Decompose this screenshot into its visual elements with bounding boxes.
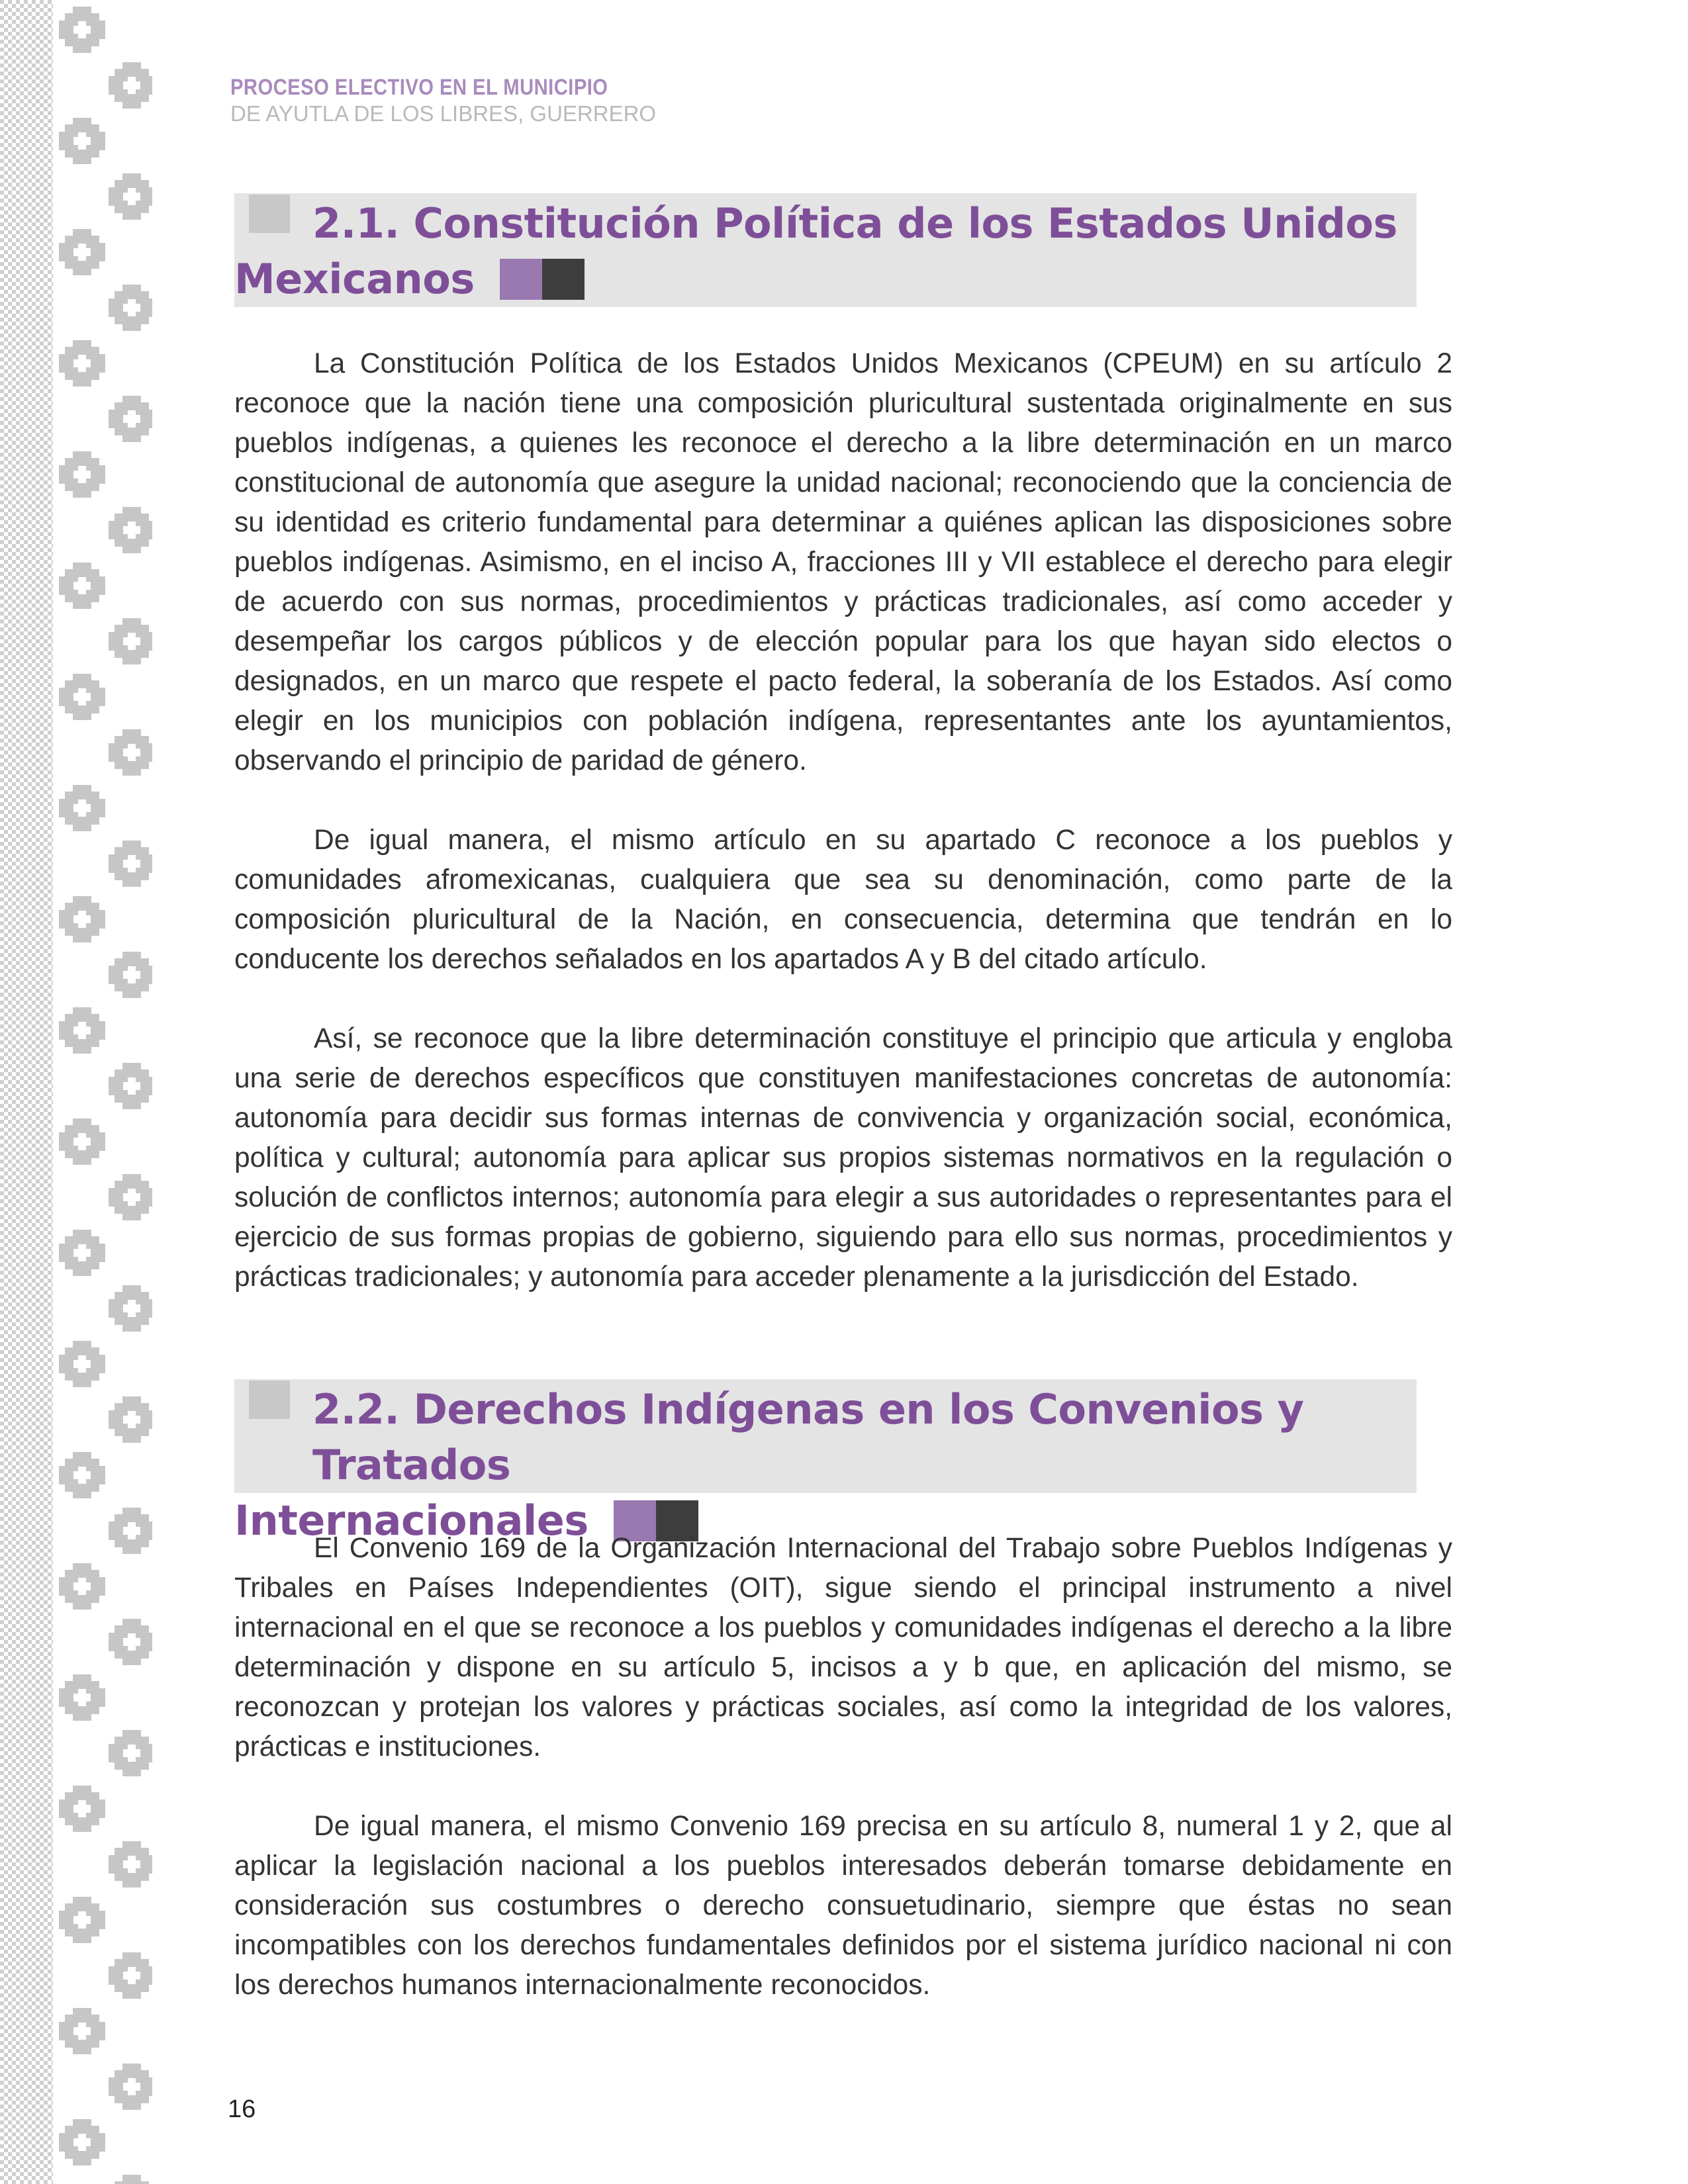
decorative-border-pattern (0, 0, 152, 2184)
section-heading-box (234, 193, 1417, 307)
paragraph: El Convenio 169 de la Organización Internacional del Trabajo sobre Pueblos Indígenas y Tribales en Países Independientes (OIT), sigue siendo el principal instrumento a nivel internacional en el que se reconoce a los pueblos y comunidades indígenas el derecho a la libre determinación y dispone en su artículo 5, incisos a y b que, en aplicación del mismo, se reconozcan y protejan los valores y prácticas sociales, así como la integridad de los valores, prácticas e instituciones. (234, 1533, 1452, 1762)
section-heading-line2: Internacionales (234, 1496, 588, 1545)
paragraph: De igual manera, el mismo Convenio 169 precisa en su artículo 8, numeral 1 y 2, que al aplicar la legislación nacional a los pueblos interesados deberán tomarse debidamente en consideración sus costumbres o derecho consuetudinario, siempre que éstas no sean incompatibles con los derechos fundamentales definidos por el sistema jurídico nacional ni con los derechos humanos internacionalmente reconocidos. (234, 1811, 1452, 2001)
section-heading-box (234, 1379, 1417, 1545)
section-heading (234, 1382, 1399, 1549)
paragraph: De igual manera, el mismo artículo en su apartado C reconoce a los pueblos y comunidades afromexicanas, cualquiera que sea su denominación, como parte de la composición pluricultural de la Nación, en consecuencia, determina que tendrán en lo conducente los derechos señalados en los apartados A y B del citado artículo. (234, 825, 1452, 975)
running-header-subtitle: DE AYUTLA DE LOS LIBRES, GUERRERO (230, 101, 657, 126)
paragraph: La Constitución Política de los Estados Unidos Mexicanos (CPEUM) en su artículo 2 reconoce que la nación tiene una composición pluricultural sustentada originalmente en sus pueblos indígenas, a quienes les reconoce el derecho a la libre determinación en un marco constitucional de autonomía que asegure la unidad nacional; reconociendo que la conciencia de su identidad es criterio fundamental para determinar a quiénes aplican las disposiciones sobre pueblos indígenas. Asimismo, en el inciso A, fracciones III y VII establece el derecho para elegir de acuerdo con sus normas, procedimientos y prácticas tradicionales, así como acceder y desempeñar los cargos públicos y de elección popular para los que hayan sido electos o designados, en un marco que respete el pacto federal, la soberanía de los Estados. Así como elegir en los municipios con población indígena, representantes ante los ayuntamientos, observando el principio de paridad de género. (234, 348, 1452, 776)
running-header-title: PROCESO ELECTIVO EN EL MUNICIPIO (230, 75, 608, 100)
running-header (230, 74, 669, 127)
decorative-squares-icon (500, 259, 585, 300)
section-heading-line1: 2.1. Constitución Política de los Estados Unidos (312, 199, 1397, 248)
section-heading-line1: 2.2. Derechos Indígenas en los Convenios y Tratados (312, 1385, 1304, 1489)
paragraph: Así, se reconoce que la libre determinación constituye el principio que articula y engloba una serie de derechos específicos que constituyen manifestaciones concretas de autonomía: autonomía para decidir sus formas internas de convivencia y organización social, económica, política y cultural; autonomía para aplicar sus propios sistemas normativos en la regulación o solución de conflictos internos; autonomía para elegir a sus autoridades o representantes para el ejercicio de sus formas propias de gobierno, siguiendo para ello sus normas, procedimientos y prácticas tradicionales; y autonomía para acceder plenamente a la jurisdicción del Estado. (234, 1023, 1452, 1293)
section-heading (234, 196, 1399, 307)
section-heading-line2: Mexicanos (234, 255, 475, 303)
page-number: 16 (228, 2095, 256, 2123)
